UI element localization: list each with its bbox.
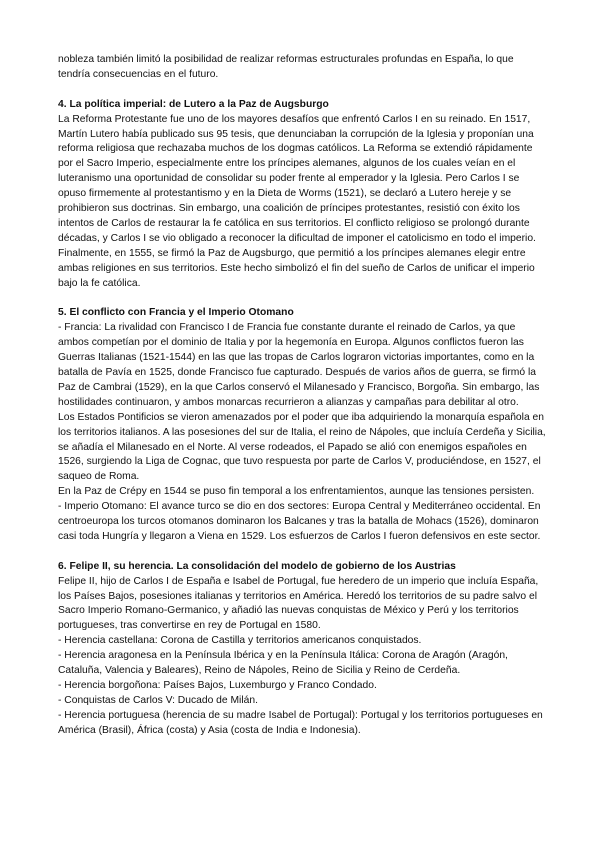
- section-5-paragraph-paz-crepy: En la Paz de Crépy en 1544 se puso fin temporal a los enfrentamientos, aunque las tensiones persisten.: [58, 486, 535, 498]
- section-6-list-item: - Herencia portuguesa (herencia de su madre Isabel de Portugal): Portugal y los territorios portugueses en América (Brasil), África (costa) y Asia (costa de India e Indonesia).: [58, 709, 543, 736]
- section-6-heading: 6. Felipe II, su herencia. La consolidación del modelo de gobierno de los Austrias: [58, 560, 456, 572]
- section-5-paragraph-francia: - Francia: La rivalidad con Francisco I de Francia fue constante durante el reinado de Carlos, ya que ambos competían por el dominio de Italia y por la hegemonía en Europa. Algunos conflictos fueron las Guerras Italianas (1521-1544) en las que las tropas de Carlos lograron victorias importantes, como en la batalla de Pavía en 1525, donde Francisco fue capturado. Después de varios años de guerra, se firmó la Paz de Cambrai (1529), en la que Carlos conservó el Milanesado y Francisco, Borgoña. Sin embargo, las hostilidades continuaron, y ambos monarcas recurrieron a alianzas y campañas para debilitar al otro.: [58, 322, 540, 408]
- section-5-paragraph-estados-pontificios: Los Estados Pontificios se vieron amenazados por el poder que iba adquiriendo la monarquía española en los territorios italianos. A las posesiones del sur de Italia, el reino de Nápoles, que incluía Cerdeña y Sicilia, se añadía el Milanesado en el Norte. Al verse rodeados, el Papado se alió con enemigos españoles en 1526, surgiendo la Liga de Cognac, que tuvo respuesta por parte de Carlos V, produciéndose, en 1527, el saqueo de Roma.: [58, 411, 546, 483]
- section-6-list-item: - Conquistas de Carlos V: Ducado de Milán.: [58, 694, 258, 706]
- section-6-list-item: - Herencia aragonesa en la Península Ibérica y en la Península Itálica: Corona de Aragón (Aragón, Cataluña, Valencia y Baleares), Reino de Nápoles, Reino de Sicilia y Reino de Cerdeña.: [58, 650, 508, 677]
- intro-paragraph: nobleza también limitó la posibilidad de realizar reformas estructurales profundas en España, lo que tendría consecuencias en el futuro.: [58, 54, 514, 80]
- section-6-list-item: - Herencia castellana: Corona de Castilla y territorios americanos conquistados.: [58, 635, 422, 647]
- section-5-heading: 5. El conflicto con Francia y el Imperio Otomano: [58, 307, 294, 319]
- spacer: [58, 83, 546, 98]
- section-4-paragraph: La Reforma Protestante fue uno de los mayores desafíos que enfrentó Carlos I en su reinado. En 1517, Martín Lutero había publicado sus 95 tesis, que denunciaban la corrupción de la Iglesia y proponían una reforma religiosa que rechazaba muchos de los dogmas católicos. La Reforma se extendió rápidamente por el Sacro Imperio, especialmente entre los príncipes alemanes, algunos de los cuales veían en el luteranismo una oportunidad de consolidar su poder frente al emperador y la Iglesia. Pero Carlos I se opuso firmemente al protestantismo y en la Dieta de Worms (1521), se declaró a Lutero hereje y se prohibieron sus doctrinas. Sin embargo, una coalición de príncipes protestantes, resistió con éxito los intentos de Carlos de restaurar la fe católica en sus territorios. El conflicto religioso se prolongó durante décadas, y Carlos I se vio obligado a reconocer la dificultad de imponer el catolicismo en todo el imperio. Finalmente, en 1555, se firmó la Paz de Augsburgo, que permitió a los príncipes alemanes elegir entre ambas religiones en sus territorios. Este hecho simbolizó el fin del sueño de Carlos de unificar el imperio bajo la fe católica.: [58, 113, 536, 289]
- spacer: [58, 291, 546, 306]
- section-5-paragraph-imperio-otomano: - Imperio Otomano: El avance turco se dio en dos sectores: Europa Central y Mediterráneo occidental. En centroeuropa los turcos otomanos dominaron los Balcanes y tras la batalla de Mohacs (1526), dominaron casi toda Hungría y llegaron a Viena en 1529. Los esfuerzos de Carlos I fueron defensivos en este sector.: [58, 501, 541, 542]
- section-4-heading: 4. La política imperial: de Lutero a la Paz de Augsburgo: [58, 98, 329, 110]
- section-6-paragraph-intro: Felipe II, hijo de Carlos I de España e Isabel de Portugal, fue heredero de un imperio que incluía España, los Países Bajos, posesiones italianas y territorios en América. Heredó los territorios de su padre salvo el Sacro Imperio Romano-Germanico, y añadió las nuevas conquistas de México y Perú y los territorios portugueses, tras convertirse en rey de Portugal en 1580.: [58, 575, 539, 632]
- document-body: [58, 53, 546, 739]
- section-6-list-item: - Herencia borgoñona: Países Bajos, Luxemburgo y Franco Condado.: [58, 680, 377, 692]
- spacer: [58, 545, 546, 560]
